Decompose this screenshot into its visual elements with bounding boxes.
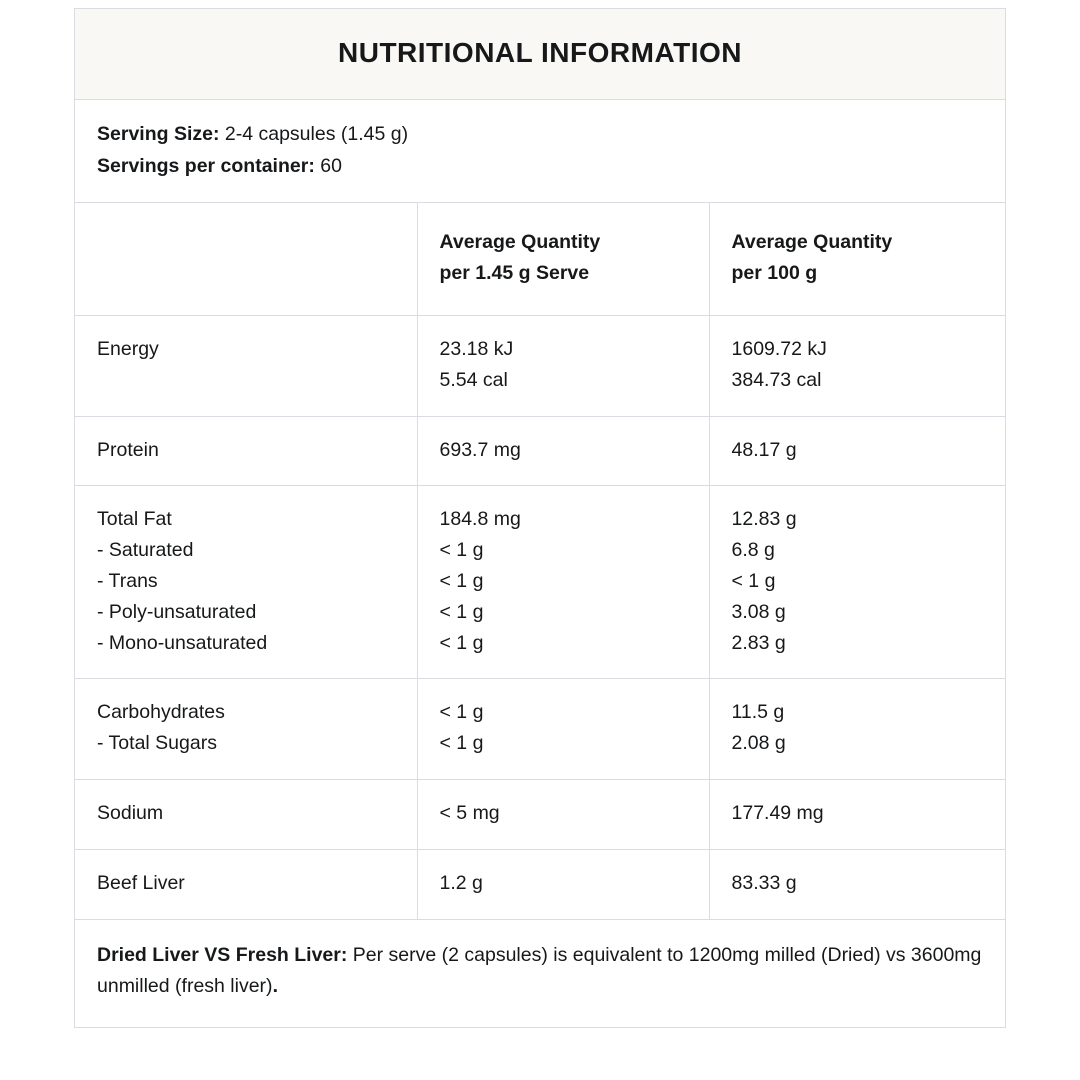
nutrient-per100-line: 3.08 g bbox=[731, 600, 786, 623]
nutrient-serve-line: < 5 mg bbox=[439, 801, 500, 824]
nutrient-serve-line: < 1 g bbox=[439, 631, 484, 654]
serving-size-label: Serving Size: bbox=[97, 123, 220, 145]
table-row bbox=[75, 315, 1005, 416]
nutrient-name-line: Beef Liver bbox=[97, 871, 185, 894]
nutrition-panel bbox=[74, 8, 1006, 1028]
serving-size-line bbox=[97, 118, 983, 150]
header-cell-blank bbox=[75, 203, 417, 315]
footnote-label: Dried Liver VS Fresh Liver: bbox=[97, 943, 348, 966]
nutrient-name-line: Energy bbox=[97, 337, 159, 360]
nutrient-serve-line: < 1 g bbox=[439, 539, 484, 562]
servings-per-container-label: Servings per container: bbox=[97, 155, 315, 178]
header-per-serve-line2: per 1.45 g Serve bbox=[439, 262, 590, 285]
servings-per-container-value: 60 bbox=[314, 155, 342, 178]
nutrient-per100-line: 83.33 g bbox=[731, 871, 797, 894]
nutrient-name-cell bbox=[75, 315, 417, 416]
footnote-text: Per serve (2 capsules) is equivalent to 1200mg milled (Dried) vs 3600mg unmilled (fresh liver) bbox=[97, 943, 982, 998]
nutrient-name-line: Sodium bbox=[97, 801, 164, 824]
nutrient-serve-cell bbox=[417, 315, 709, 416]
nutrient-per100-line: < 1 g bbox=[731, 569, 776, 592]
nutrient-per100-cell bbox=[709, 679, 1005, 780]
nutrient-serve-line: < 1 g bbox=[439, 732, 484, 755]
table-header-row bbox=[75, 203, 1005, 315]
header-cell-per-100g bbox=[709, 203, 1005, 315]
nutrient-serve-line: 1.2 g bbox=[439, 871, 483, 894]
nutrient-name-line: - Poly-unsaturated bbox=[97, 600, 257, 623]
nutrient-per100-line: 1609.72 kJ bbox=[731, 337, 827, 360]
servings-per-container-line bbox=[97, 150, 983, 182]
table-row bbox=[75, 486, 1005, 679]
nutrient-per100-line: 384.73 cal bbox=[731, 368, 822, 391]
nutrient-serve-line: 184.8 mg bbox=[439, 508, 521, 531]
nutrient-name-cell bbox=[75, 679, 417, 780]
nutrient-serve-line: < 1 g bbox=[439, 600, 484, 623]
nutrient-per100-cell bbox=[709, 416, 1005, 486]
nutrient-name-line: - Saturated bbox=[97, 539, 194, 562]
nutrient-serve-cell bbox=[417, 679, 709, 780]
nutrient-serve-cell bbox=[417, 849, 709, 918]
footnote bbox=[75, 919, 1005, 1027]
nutrient-per100-cell bbox=[709, 315, 1005, 416]
header-per-100g-line1: Average Quantity bbox=[731, 231, 893, 254]
nutrient-serve-line: < 1 g bbox=[439, 701, 484, 724]
table-row bbox=[75, 679, 1005, 780]
panel-title: NUTRITIONAL INFORMATION bbox=[75, 9, 1005, 100]
nutrient-serve-line: 5.54 cal bbox=[439, 368, 508, 391]
nutrient-name-line: Carbohydrates bbox=[97, 701, 225, 724]
nutrient-serve-line: 693.7 mg bbox=[439, 438, 521, 461]
nutrient-serve-cell bbox=[417, 779, 709, 849]
nutrient-per100-line: 48.17 g bbox=[731, 438, 797, 461]
nutrient-serve-cell bbox=[417, 416, 709, 486]
table-row bbox=[75, 779, 1005, 849]
nutrient-name-line: - Mono-unsaturated bbox=[97, 631, 268, 654]
nutrient-name-line: - Total Sugars bbox=[97, 732, 217, 755]
nutrient-name-cell bbox=[75, 849, 417, 918]
nutrient-serve-cell bbox=[417, 486, 709, 679]
table-row bbox=[75, 849, 1005, 918]
nutrient-per100-cell bbox=[709, 849, 1005, 918]
nutrient-per100-line: 2.83 g bbox=[731, 631, 786, 654]
nutrient-name-line: Total Fat bbox=[97, 508, 172, 531]
nutrient-per100-cell bbox=[709, 486, 1005, 679]
nutrient-name-cell bbox=[75, 486, 417, 679]
nutrient-serve-line: < 1 g bbox=[439, 569, 484, 592]
table-row bbox=[75, 416, 1005, 486]
serving-size-value: 2-4 capsules (1.45 g) bbox=[219, 123, 409, 145]
nutrient-per100-line: 2.08 g bbox=[731, 732, 786, 755]
nutrient-per100-line: 11.5 g bbox=[731, 701, 785, 724]
footnote-tail: . bbox=[272, 975, 278, 998]
nutrition-table bbox=[75, 203, 1005, 918]
nutrient-per100-cell bbox=[709, 779, 1005, 849]
nutrient-name-cell bbox=[75, 416, 417, 486]
nutrient-per100-line: 12.83 g bbox=[731, 508, 797, 531]
serving-information bbox=[75, 100, 1005, 203]
header-per-serve-line1: Average Quantity bbox=[439, 231, 601, 254]
nutrient-name-cell bbox=[75, 779, 417, 849]
header-cell-per-serve bbox=[417, 203, 709, 315]
nutrient-name-line: - Trans bbox=[97, 569, 158, 592]
header-per-100g-line2: per 100 g bbox=[731, 262, 818, 285]
nutrient-per100-line: 177.49 mg bbox=[731, 801, 824, 824]
nutrient-serve-line: 23.18 kJ bbox=[439, 337, 514, 360]
nutrient-name-line: Protein bbox=[97, 438, 159, 461]
nutrient-per100-line: 6.8 g bbox=[731, 539, 775, 562]
